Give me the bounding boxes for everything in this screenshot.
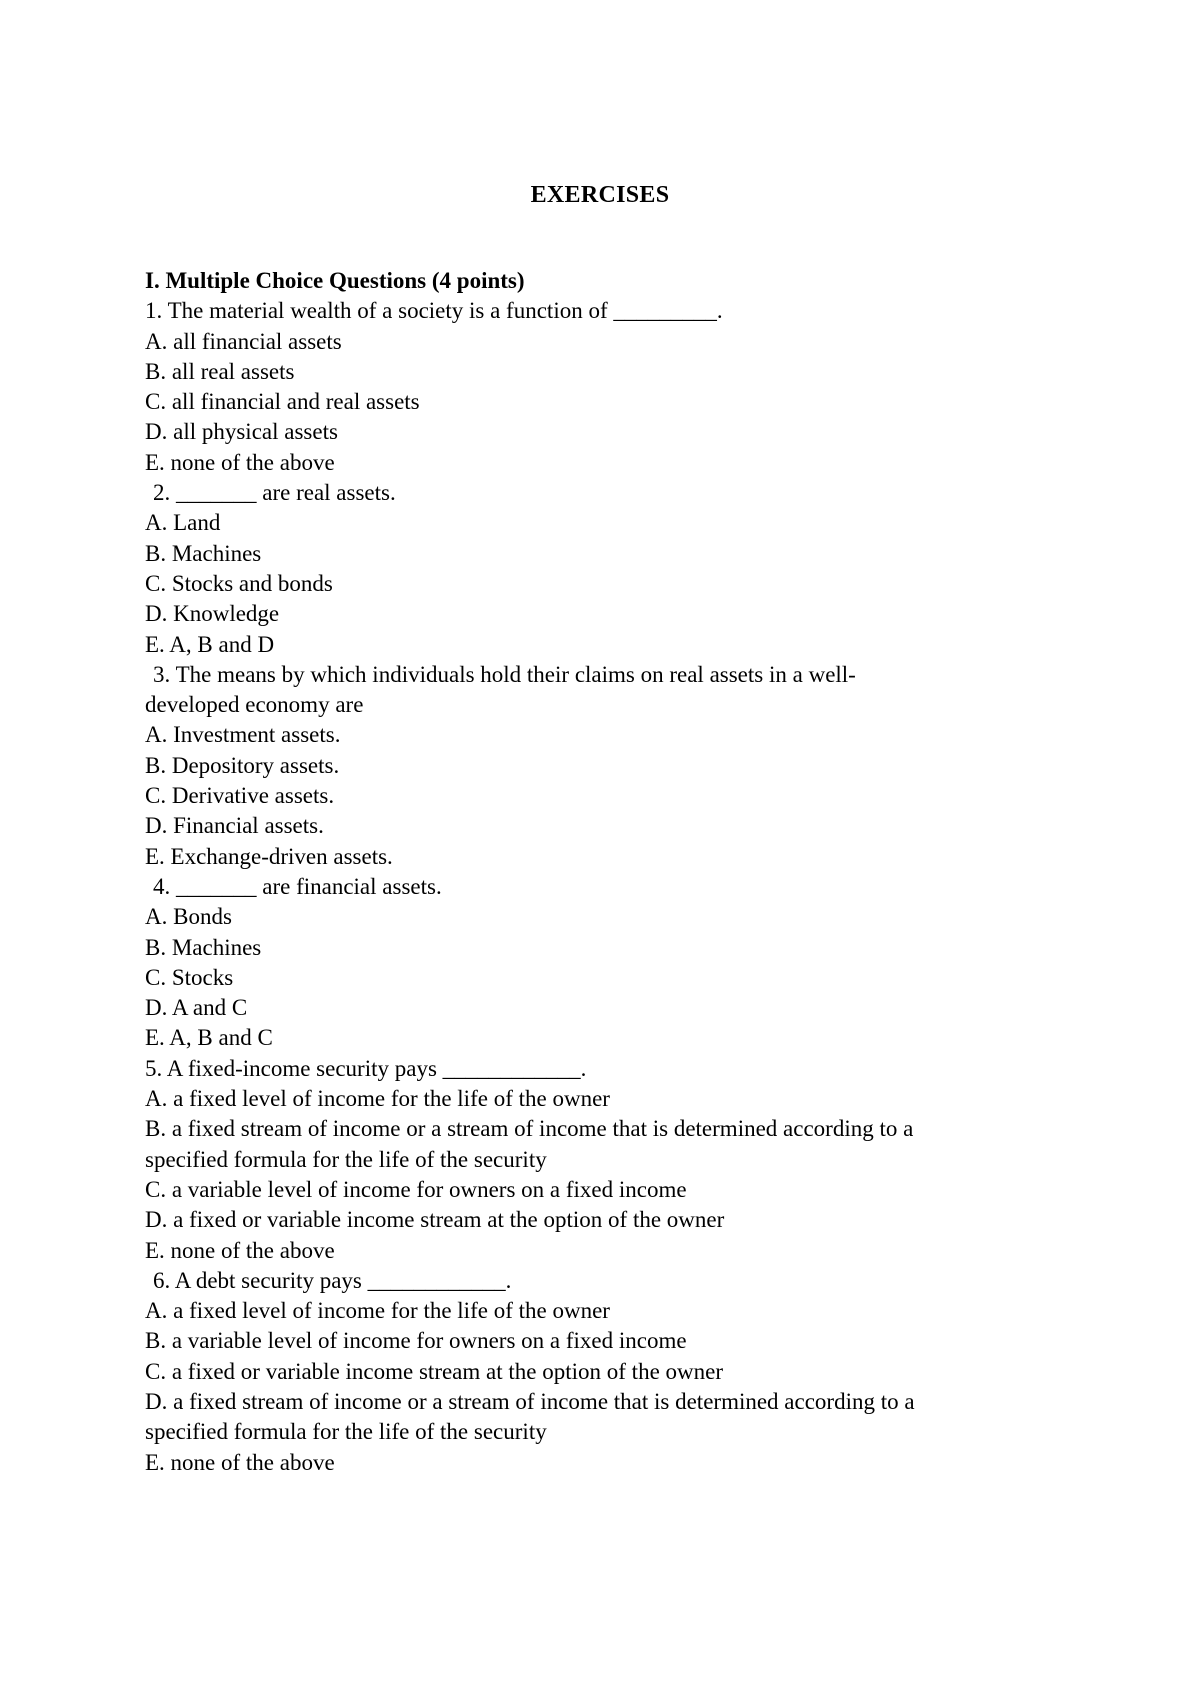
answer-option: A. Bonds <box>145 904 232 930</box>
answer-option: D. a fixed stream of income or a stream of income that is determined according to a <box>145 1388 915 1414</box>
answer-option: B. a fixed stream of income or a stream of income that is determined according to a <box>145 1116 914 1142</box>
answer-option: C. Derivative assets. <box>145 783 335 809</box>
answer-option: A. all financial assets <box>145 328 342 354</box>
answer-option-continued: specified formula for the life of the security <box>145 1419 547 1445</box>
answer-option: C. Stocks <box>145 964 234 990</box>
question-stem: 3. The means by which individuals hold their claims on real assets in a well- <box>153 661 856 687</box>
document-body <box>145 266 1065 1478</box>
answer-option: D. A and C <box>145 995 248 1021</box>
question-4 <box>145 872 1065 1054</box>
answer-option-continued: specified formula for the life of the security <box>145 1146 547 1172</box>
question-stem: 4. _______ are financial assets. <box>153 873 442 899</box>
question-3 <box>145 660 1065 872</box>
question-1 <box>145 296 1065 478</box>
answer-option: D. Financial assets. <box>145 813 324 839</box>
question-stem: 1. The material wealth of a society is a function of _________. <box>145 298 723 324</box>
answer-option: C. a fixed or variable income stream at the option of the owner <box>145 1358 723 1384</box>
answer-option: E. Exchange-driven assets. <box>145 843 393 869</box>
answer-option: E. A, B and C <box>145 1025 273 1051</box>
answer-option: B. Machines <box>145 540 262 566</box>
answer-option: E. none of the above <box>145 449 335 475</box>
question-stem: 5. A fixed-income security pays ____________. <box>145 1055 587 1081</box>
answer-option: D. all physical assets <box>145 419 338 445</box>
question-stem-continued: developed economy are <box>145 692 364 718</box>
answer-option: A. a fixed level of income for the life of the owner <box>145 1086 610 1112</box>
answer-option: B. Depository assets. <box>145 752 340 778</box>
answer-option: A. a fixed level of income for the life of the owner <box>145 1298 610 1324</box>
answer-option: B. all real assets <box>145 358 295 384</box>
answer-option: C. all financial and real assets <box>145 389 420 415</box>
answer-option: E. none of the above <box>145 1237 335 1263</box>
answer-option: B. a variable level of income for owners on a fixed income <box>145 1328 687 1354</box>
answer-option: E. none of the above <box>145 1449 335 1475</box>
question-stem: 2. _______ are real assets. <box>153 480 396 506</box>
answer-option: C. a variable level of income for owners on a fixed income <box>145 1176 687 1202</box>
answer-option: A. Land <box>145 510 221 536</box>
section-heading: I. Multiple Choice Questions (4 points) <box>145 268 525 293</box>
question-2 <box>145 478 1065 660</box>
answer-option: C. Stocks and bonds <box>145 570 333 596</box>
answer-option: B. Machines <box>145 934 262 960</box>
answer-option: D. a fixed or variable income stream at the option of the owner <box>145 1207 725 1233</box>
question-5 <box>145 1054 1065 1266</box>
answer-option: E. A, B and D <box>145 631 275 657</box>
answer-option: D. Knowledge <box>145 601 280 627</box>
question-stem: 6. A debt security pays ____________. <box>153 1267 512 1293</box>
answer-option: A. Investment assets. <box>145 722 341 748</box>
question-6 <box>145 1266 1065 1478</box>
page-title: EXERCISES <box>530 182 670 208</box>
